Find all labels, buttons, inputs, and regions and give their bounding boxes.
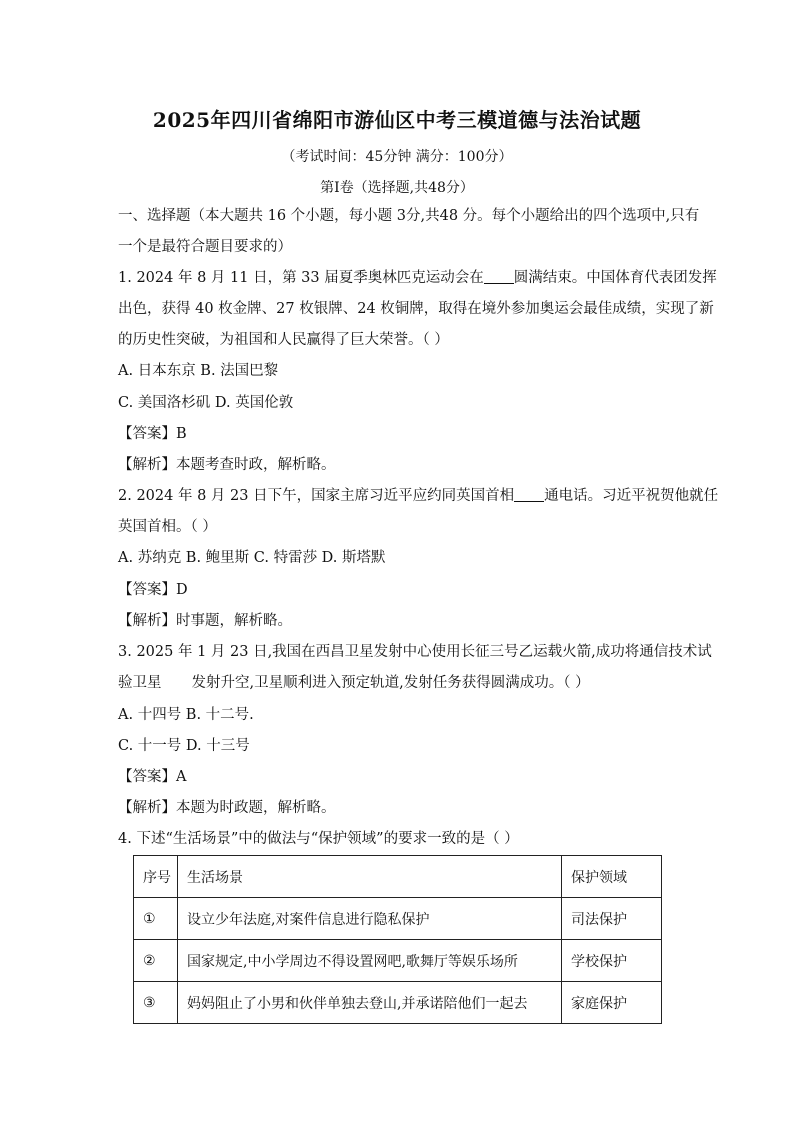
q2-analysis: 【解析】时事题，解析略。 bbox=[118, 613, 292, 629]
table-cell: 设立少年法庭,对案件信息进行隐私保护 bbox=[178, 898, 562, 940]
q2-blank bbox=[514, 487, 544, 502]
q2-stem-part2: 通电话。习近平祝贺他就任 bbox=[544, 488, 719, 504]
q3-stem-part2: 发射升空,卫星顺利进入预定轨道,发射任务获得圆满成功。（ ） bbox=[191, 675, 590, 691]
q3-options-line1: A. 十四号 B. 十二号. bbox=[118, 707, 254, 723]
q1-options-line2: C. 美国洛杉矶 D. 英国伦敦 bbox=[118, 395, 294, 411]
q3-options-line2: C. 十一号 D. 十三号 bbox=[118, 738, 250, 754]
table-header-cell: 保护领域 bbox=[562, 856, 662, 898]
q3-analysis: 【解析】本题为时政题，解析略。 bbox=[118, 800, 336, 816]
q3-answer: 【答案】A bbox=[118, 769, 187, 785]
q3-stem-line1: 3. 2025 年 1 月 23 日,我国在西昌卫星发射中心使用长征三号乙运载火箭,成功将通信技术试 bbox=[118, 644, 712, 660]
q4-stem: 4. 下述“生活场景”中的做法与“保护领域”的要求一致的是（ ） bbox=[118, 831, 519, 847]
table-row bbox=[134, 940, 662, 982]
q2-stem-line2: 英国首相。（ ） bbox=[118, 519, 217, 535]
table-cell: 家庭保护 bbox=[562, 982, 662, 1024]
q1-stem-line1 bbox=[118, 268, 717, 288]
q2-stem-line1 bbox=[118, 486, 718, 506]
table-cell: ③ bbox=[134, 982, 178, 1024]
table-cell: ② bbox=[134, 940, 178, 982]
q3-stem-line2 bbox=[118, 673, 590, 693]
page-title: 2025年四川省绵阳市游仙区中考三模道德与法治试题 bbox=[152, 108, 642, 132]
table-cell: 司法保护 bbox=[562, 898, 662, 940]
q1-stem-line3: 的历史性突破，为祖国和人民赢得了巨大荣誉。（ ） bbox=[118, 332, 449, 348]
q1-analysis: 【解析】本题考查时政，解析略。 bbox=[118, 457, 336, 473]
table-header-cell: 序号 bbox=[134, 856, 178, 898]
q2-stem-part1: 2. 2024 年 8 月 23 日下午，国家主席习近平应约同英国首相 bbox=[118, 488, 515, 504]
q1-stem-line2: 出色，获得 40 枚金牌、27 枚银牌、24 枚铜牌，取得在境外参加奥运会最佳成绩，实现了新 bbox=[118, 301, 714, 317]
q1-options-line1: A. 日本东京 B. 法国巴黎 bbox=[118, 363, 279, 379]
q4-table bbox=[133, 855, 662, 1024]
exam-info: （考试时间：45分钟 满分：100分） bbox=[281, 149, 513, 165]
volume-heading: 第I卷（选择题,共48分） bbox=[320, 180, 474, 196]
q1-blank bbox=[484, 269, 514, 284]
table-header-cell: 生活场景 bbox=[178, 856, 562, 898]
table-cell: 学校保护 bbox=[562, 940, 662, 982]
q1-answer: 【答案】B bbox=[118, 426, 187, 442]
table-header-row bbox=[134, 856, 662, 898]
table-cell: 妈妈阻止了小男和伙伴单独去登山,并承诺陪他们一起去 bbox=[178, 982, 562, 1024]
q2-answer: 【答案】D bbox=[118, 582, 188, 598]
q1-stem-part2: 圆满结束。中国体育代表团发挥 bbox=[513, 270, 717, 286]
section-instructions-line1: 一、选择题（本大题共 16 个小题，每小题 3分,共48 分。每个小题给出的四个选项中,只有 bbox=[118, 208, 700, 224]
section-instructions-line2: 一个是最符合题目要求的） bbox=[118, 239, 292, 255]
table-cell: ① bbox=[134, 898, 178, 940]
table-row bbox=[134, 982, 662, 1024]
q2-options: A. 苏纳克 B. 鲍里斯 C. 特雷莎 D. 斯塔默 bbox=[118, 550, 386, 566]
q3-stem-part1: 验卫星 bbox=[118, 675, 162, 691]
q1-stem-part1: 1. 2024 年 8 月 11 日，第 33 届夏季奥林匹克运动会在 bbox=[118, 270, 484, 286]
table-cell: 国家规定,中小学周边不得设置网吧,歌舞厅等娱乐场所 bbox=[178, 940, 562, 982]
table-row bbox=[134, 898, 662, 940]
